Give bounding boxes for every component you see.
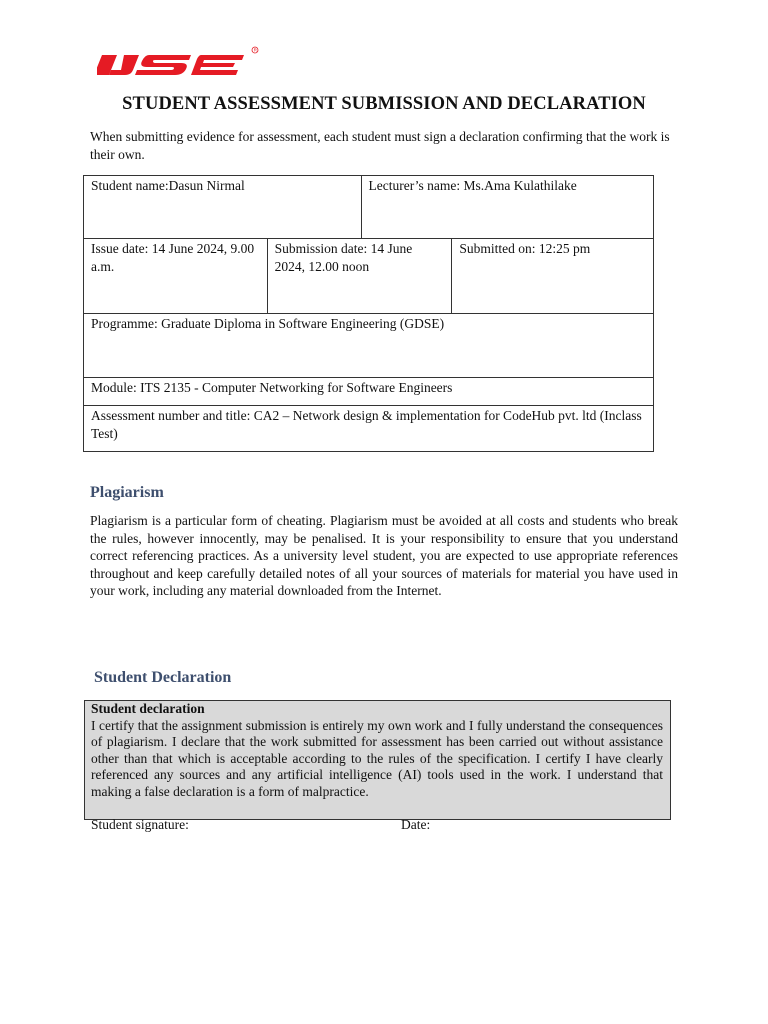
lecturer-name-cell: Lecturer’s name: Ms.Ama Kulathilake: [361, 176, 653, 239]
ijse-logo-mark: [97, 46, 263, 82]
plagiarism-heading: Plagiarism: [90, 484, 164, 501]
assessment-info-table: [83, 175, 654, 452]
student-name-cell: Student name:Dasun Nirmal: [84, 176, 362, 239]
issue-date-cell: Issue date: 14 June 2024, 9.00 a.m.: [84, 239, 268, 314]
intro-paragraph: When submitting evidence for assessment, each student must sign a declaration confirming that the work is their own.: [90, 129, 670, 162]
student-declaration-heading: Student Declaration: [94, 669, 232, 686]
plagiarism-paragraph: Plagiarism is a particular form of cheating. Plagiarism must be avoided at all costs and students who break the rules, however innocently, may be penalised. It is your responsibility to ensure that you understand correct referencing practices. As a university level student, you are expected to use appropriate references throughout and keep carefully detailed notes of all your sources of materials for material you have used in your work, including any material downloaded from the Internet.: [90, 513, 678, 599]
svg-text:R: R: [253, 47, 257, 53]
date-label: Date:: [401, 817, 431, 832]
module-cell: Module: ITS 2135 - Computer Networking for Software Engineers: [84, 378, 654, 406]
assessment-title-cell: Assessment number and title: CA2 – Network design & implementation for CodeHub pvt. ltd (Inclass Test): [84, 406, 654, 452]
submission-date-cell: Submission date: 14 June 2024, 12.00 noon: [267, 239, 452, 314]
declaration-box: [84, 700, 671, 832]
submitted-on-cell: Submitted on: 12:25 pm: [452, 239, 654, 314]
declaration-box-heading: Student declaration: [91, 701, 205, 716]
page-title: STUDENT ASSESSMENT SUBMISSION AND DECLARATION: [122, 94, 646, 114]
declaration-text: I certify that the assignment submission is entirely my own work and I fully understand the consequences of plagiarism. I declare that the work submitted for assessment has been carried out without assistance other than that which is acceptable according to the rules of the specification. I certify I have clearly referenced any sources and any artificial intelligence (AI) tools used in the work. I understand that making a false declaration is a form of malpractice.: [91, 717, 663, 799]
programme-cell: Programme: Graduate Diploma in Software Engineering (GDSE): [84, 314, 654, 378]
student-signature-label: Student signature:: [91, 817, 189, 832]
ijse-logo: [97, 46, 263, 82]
